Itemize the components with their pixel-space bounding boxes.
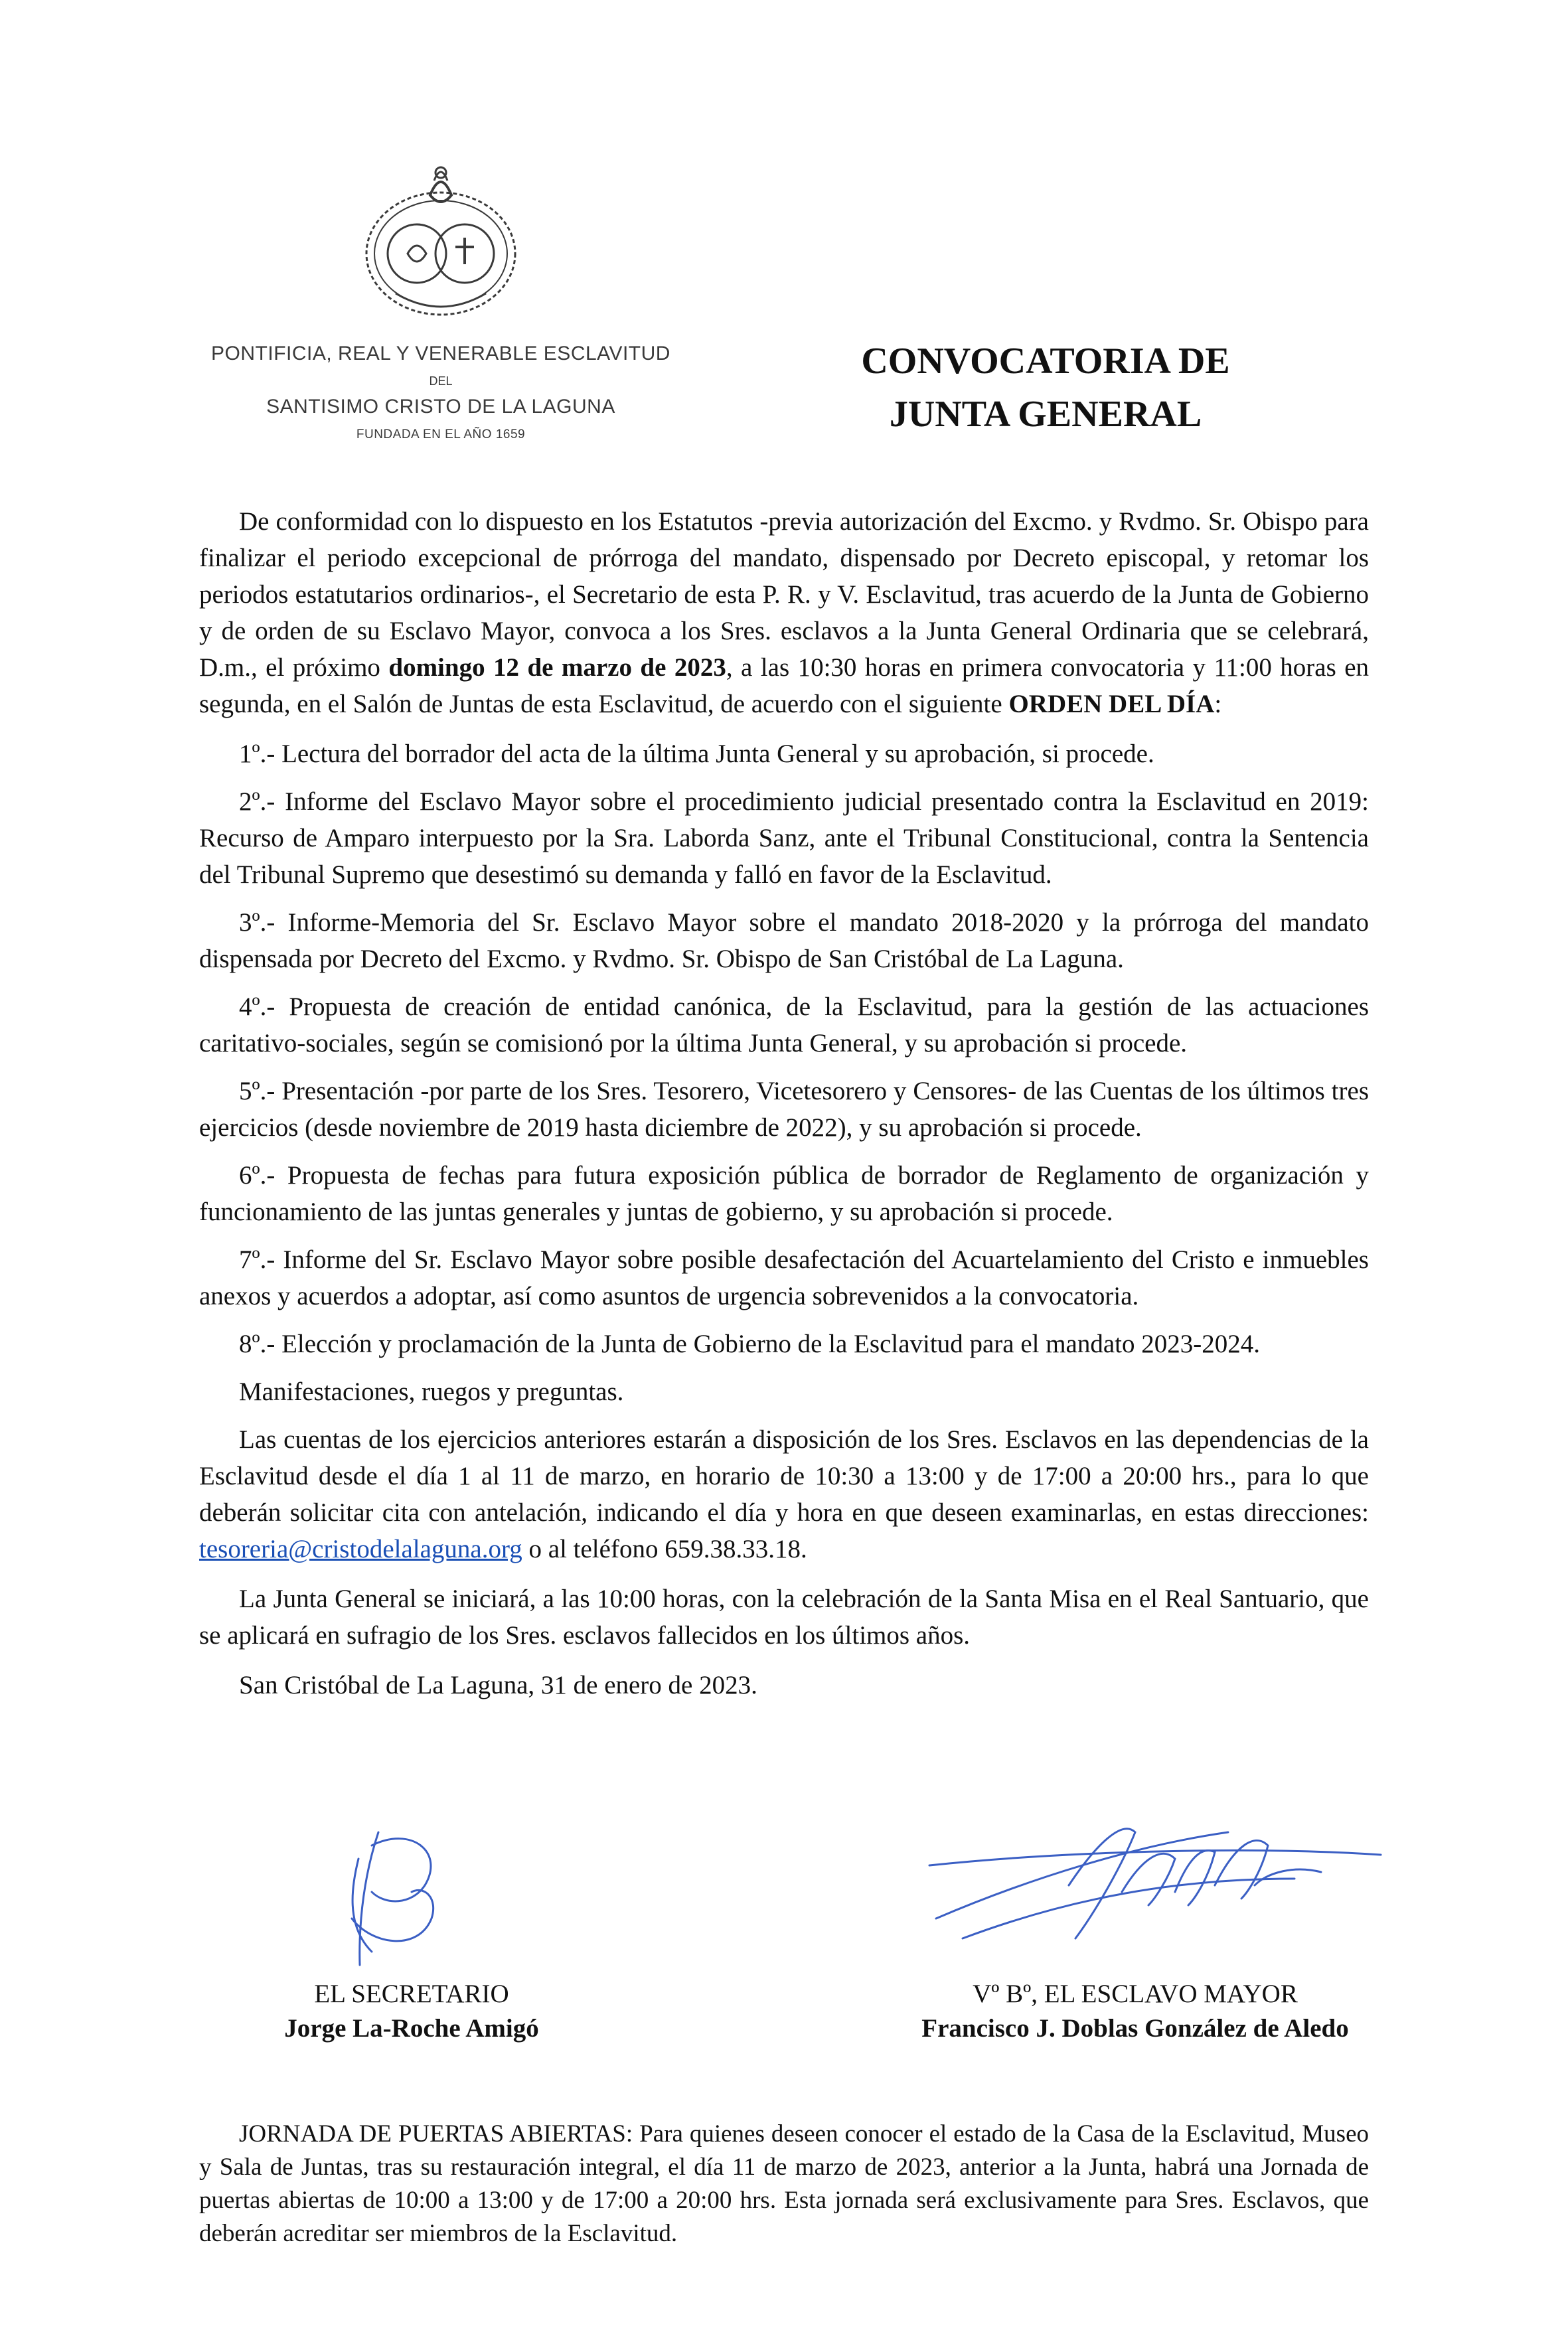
organization-name-line-3: SANTISIMO CRISTO DE LA LAGUNA: [266, 396, 615, 418]
esclavo-mayor-name: Francisco J. Doblas González de Aledo: [921, 2014, 1349, 2043]
secretary-signature-icon: [332, 1819, 465, 1978]
esclavo-mayor-signature-icon: [923, 1806, 1387, 1965]
mass-paragraph: La Junta General se iniciará, a las 10:00 horas, con la celebración de la Santa Misa en el Real Santuario, que se aplicará en sufragio de los Sres. esclavos fallecidos en los últimos años.: [199, 1585, 1369, 1650]
intro-paragraph: [199, 503, 1369, 722]
secretary-name: Jorge La-Roche Amigó: [284, 2014, 539, 2043]
organization-name-line-1: PONTIFICIA, REAL Y VENERABLE ESCLAVITUD: [211, 343, 670, 364]
organization-name-line-2: DEL: [429, 374, 453, 388]
email-link[interactable]: tesoreria@cristodelalaguna.org: [199, 1535, 522, 1563]
agenda-heading: ORDEN DEL DÍA: [1008, 690, 1215, 718]
esclavo-mayor-role: Vº Bº, EL ESCLAVO MAYOR: [973, 1980, 1298, 2008]
esclavo-mayor-signature-block: [856, 1977, 1414, 2046]
open-day-notice: JORNADA DE PUERTAS ABIERTAS: Para quienes deseen conocer el estado de la Casa de la Esclavitud, Museo y Sala de Juntas, tras su restauración integral, el día 11 de marzo de 2023, anterior a la Junta, habrá una Jornada de puertas abiertas de 10:00 a 13:00 y de 17:00 a 20:00 hrs. Esta jornada será exclusivamente para Sres. Esclavos, que deberán acreditar ser miembros de la Esclavitud.: [199, 2120, 1369, 2247]
phone-text: o al teléfono 659.38.33.18.: [522, 1535, 807, 1563]
agenda-item: 2º.- Informe del Esclavo Mayor sobre el procedimiento judicial presentado contra la Esclavitud en 2019: Recurso de Amparo interpuesto por la Sra. Laborda Sanz, ante el Tribunal Constitucional, contra la Sentencia del Tribunal Supremo que desestimó su demanda y falló en favor de la Esclavitud.: [199, 787, 1369, 889]
place-date: San Cristóbal de La Laguna, 31 de enero de 2023.: [239, 1671, 757, 1699]
agenda-item: 7º.- Informe del Sr. Esclavo Mayor sobre posible desafectación del Acuartelamiento del Cristo e inmuebles anexos y acuerdos a adoptar, así como asuntos de urgencia sobrevenidos a la convocatoria.: [199, 1245, 1369, 1310]
agenda-item: 1º.- Lectura del borrador del acta de la última Junta General y su aprobación, si procede.: [239, 740, 1154, 768]
intro-text-2: , a las 10:30 horas en primera convocatoria y 11:00 horas en segunda, en el Salón de Juntas de esta Esclavitud, de acuerdo con el siguiente: [199, 653, 1370, 718]
agenda-item: 4º.- Propuesta de creación de entidad canónica, de la Esclavitud, para la gestión de las actuaciones caritativo-sociales, según se comisionó por la última Junta General, y su aprobación si procede.: [199, 992, 1369, 1058]
document-title-line-1: CONVOCATORIA DE: [861, 341, 1230, 382]
agenda-item: Manifestaciones, ruegos y preguntas.: [239, 1377, 624, 1406]
document-body: [199, 503, 1369, 1717]
secretary-signature-block: [199, 1977, 624, 2046]
meeting-date: domingo 12 de marzo de 2023: [388, 653, 726, 682]
agenda-item: 8º.- Elección y proclamación de la Junta de Gobierno de la Esclavitud para el mandato 2023-2024.: [239, 1330, 1260, 1358]
accounts-text: Las cuentas de los ejercicios anteriores estarán a disposición de los Sres. Esclavos en las dependencias de la Esclavitud desde el día 1 al 11 de marzo, en horario de 10:30 a 13:00 y de 17:00 a 20:00 hrs., para lo que deberán solicitar cita con antelación, indicando el día y hora en que deseen examinarlas, en estas direcciones:: [199, 1425, 1369, 1527]
secretary-role: EL SECRETARIO: [314, 1980, 509, 2008]
agenda-item: 5º.- Presentación -por parte de los Sres. Tesorero, Vicetesorero y Censores- de las Cuentas de los últimos tres ejercicios (desde noviembre de 2019 hasta diciembre de 2022), y su aprobación si procede.: [199, 1077, 1369, 1142]
seal-emblem-icon: [356, 154, 526, 324]
agenda-item: 6º.- Propuesta de fechas para futura exposición pública de borrador de Reglamento de organización y funcionamiento de las juntas generales y juntas de gobierno, y su aprobación si procede.: [199, 1161, 1369, 1226]
document-title-line-2: JUNTA GENERAL: [889, 394, 1202, 435]
organization-logo: [202, 154, 680, 446]
intro-text-1: De conformidad con lo dispuesto en los Estatutos -previa autorización del Excmo. y Rvdmo. Sr. Obispo para finalizar el periodo excepcional de prórroga del mandato, dispensado por Decreto episcopal, y retomar los periodos estatutarios ordinarios-, el Secretario de esta P. R. y V. Esclavitud, tras acuerdo de la Junta de Gobierno y de orden de su Esclavo Mayor, convoca a los Sres. esclavos a la Junta General Ordinaria que se celebrará, D.m., el próximo: [199, 507, 1369, 682]
intro-text-3: :: [1214, 690, 1222, 718]
accounts-paragraph: [199, 1421, 1369, 1567]
agenda-item: 3º.- Informe-Memoria del Sr. Esclavo Mayor sobre el mandato 2018-2020 y la prórroga del mandato dispensada por Decreto del Excmo. y Rvdmo. Sr. Obispo de San Cristóbal de La Laguna.: [199, 908, 1369, 973]
organization-founded-line: FUNDADA EN EL AÑO 1659: [356, 428, 526, 441]
